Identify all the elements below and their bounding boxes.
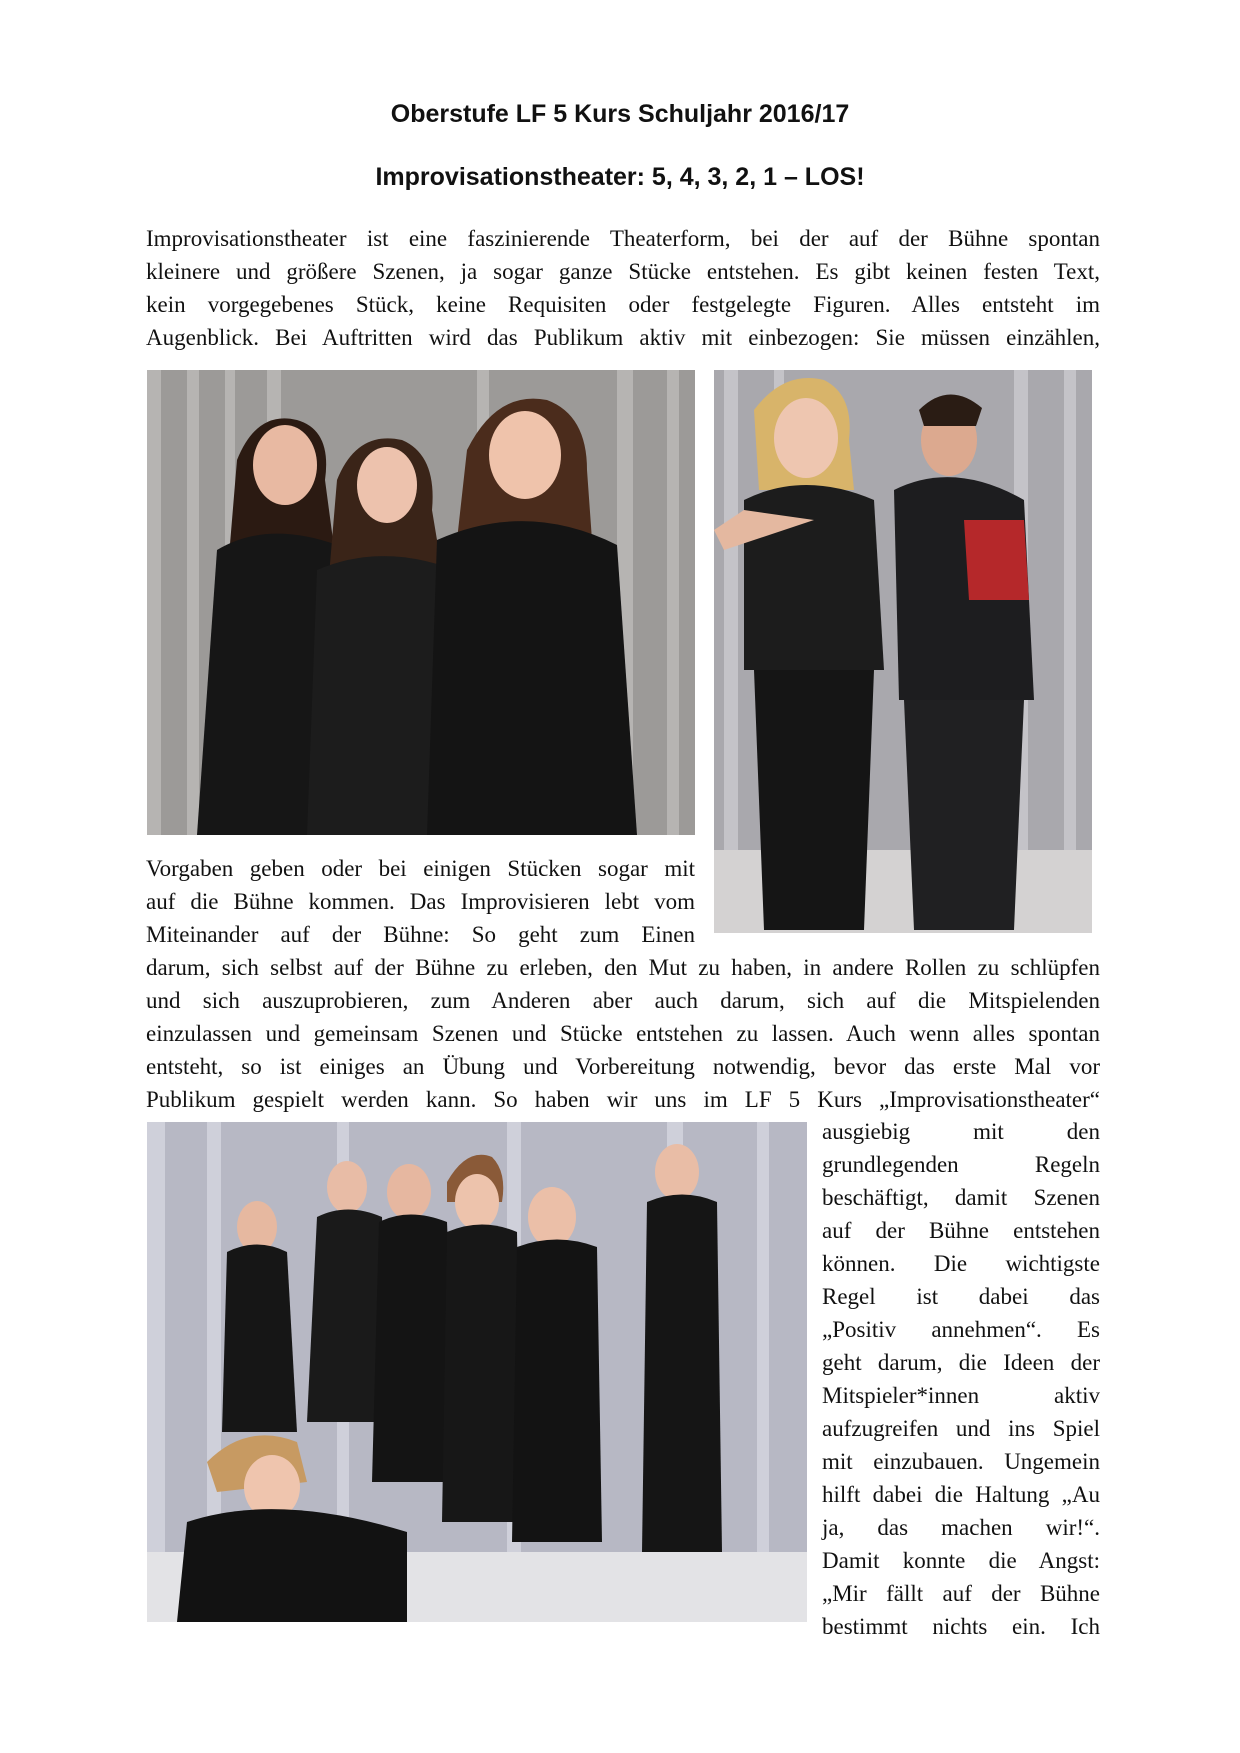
- paragraph-line: entsteht, so ist einiges an Übung und Vorbereitung notwendig, bevor das erste Mal vor: [146, 1054, 1100, 1079]
- column-line: ausgiebig mit den: [822, 1119, 1100, 1144]
- column-line: ja, das machen wir!“.: [822, 1515, 1100, 1540]
- column-line: mit einzubauen. Ungemein: [822, 1449, 1100, 1474]
- column-line: können. Die wichtigste: [822, 1251, 1100, 1276]
- paragraph-line: und sich auszuprobieren, zum Anderen aber auch darum, sich auf die Mitspielenden: [146, 988, 1100, 1013]
- paragraph-line: Augenblick. Bei Auftritten wird das Publikum aktiv mit einbezogen: Sie müssen einzählen,: [146, 325, 1100, 350]
- column-line: „Positiv annehmen“. Es: [822, 1317, 1100, 1342]
- paragraph-line: Vorgaben geben oder bei einigen Stücken sogar mit: [146, 856, 695, 881]
- paragraph-line: Miteinander auf der Bühne: So geht zum Einen: [146, 922, 695, 947]
- column-line: auf der Bühne entstehen: [822, 1218, 1100, 1243]
- paragraph-line: auf die Bühne kommen. Das Improvisieren lebt vom: [146, 889, 695, 914]
- column-line: hilft dabei die Haltung „Au: [822, 1482, 1100, 1507]
- photo-group-on-stage: [147, 1122, 807, 1622]
- paragraph-line: Publikum gespielt werden kann. So haben wir uns im LF 5 Kurs „Improvisationstheater“: [146, 1087, 1100, 1112]
- paragraph-line: kein vorgegebenes Stück, keine Requisiten oder festgelegte Figuren. Alles entsteht im: [146, 292, 1100, 317]
- paragraph-line: einzulassen und gemeinsam Szenen und Stücke entstehen zu lassen. Auch wenn alles spontan: [146, 1021, 1100, 1046]
- paragraph-line: kleinere und größere Szenen, ja sogar ganze Stücke entstehen. Es gibt keinen festen Text,: [146, 259, 1100, 284]
- column-line: beschäftigt, damit Szenen: [822, 1185, 1100, 1210]
- document-subtitle: Improvisationstheater: 5, 4, 3, 2, 1 – LOS!: [375, 163, 865, 191]
- document-title: Oberstufe LF 5 Kurs Schuljahr 2016/17: [390, 100, 850, 128]
- column-line: aufzugreifen und ins Spiel: [822, 1416, 1100, 1441]
- photo-three-women-singing: [147, 370, 695, 835]
- column-line: Regel ist dabei das: [822, 1284, 1100, 1309]
- column-line: „Mir fällt auf der Bühne: [822, 1581, 1100, 1606]
- column-line: geht darum, die Ideen der: [822, 1350, 1100, 1375]
- photo-two-performers-pointing: [714, 370, 1092, 933]
- paragraph-line: darum, sich selbst auf der Bühne zu erleben, den Mut zu haben, in andere Rollen zu schlüpfen: [146, 955, 1100, 980]
- column-line: grundlegenden Regeln: [822, 1152, 1100, 1177]
- paragraph-line: Improvisationstheater ist eine faszinierende Theaterform, bei der auf der Bühne spontan: [146, 226, 1100, 251]
- column-line: Mitspieler*innen aktiv: [822, 1383, 1100, 1408]
- column-line: bestimmt nichts ein. Ich: [822, 1614, 1100, 1639]
- column-line: Damit konnte die Angst:: [822, 1548, 1100, 1573]
